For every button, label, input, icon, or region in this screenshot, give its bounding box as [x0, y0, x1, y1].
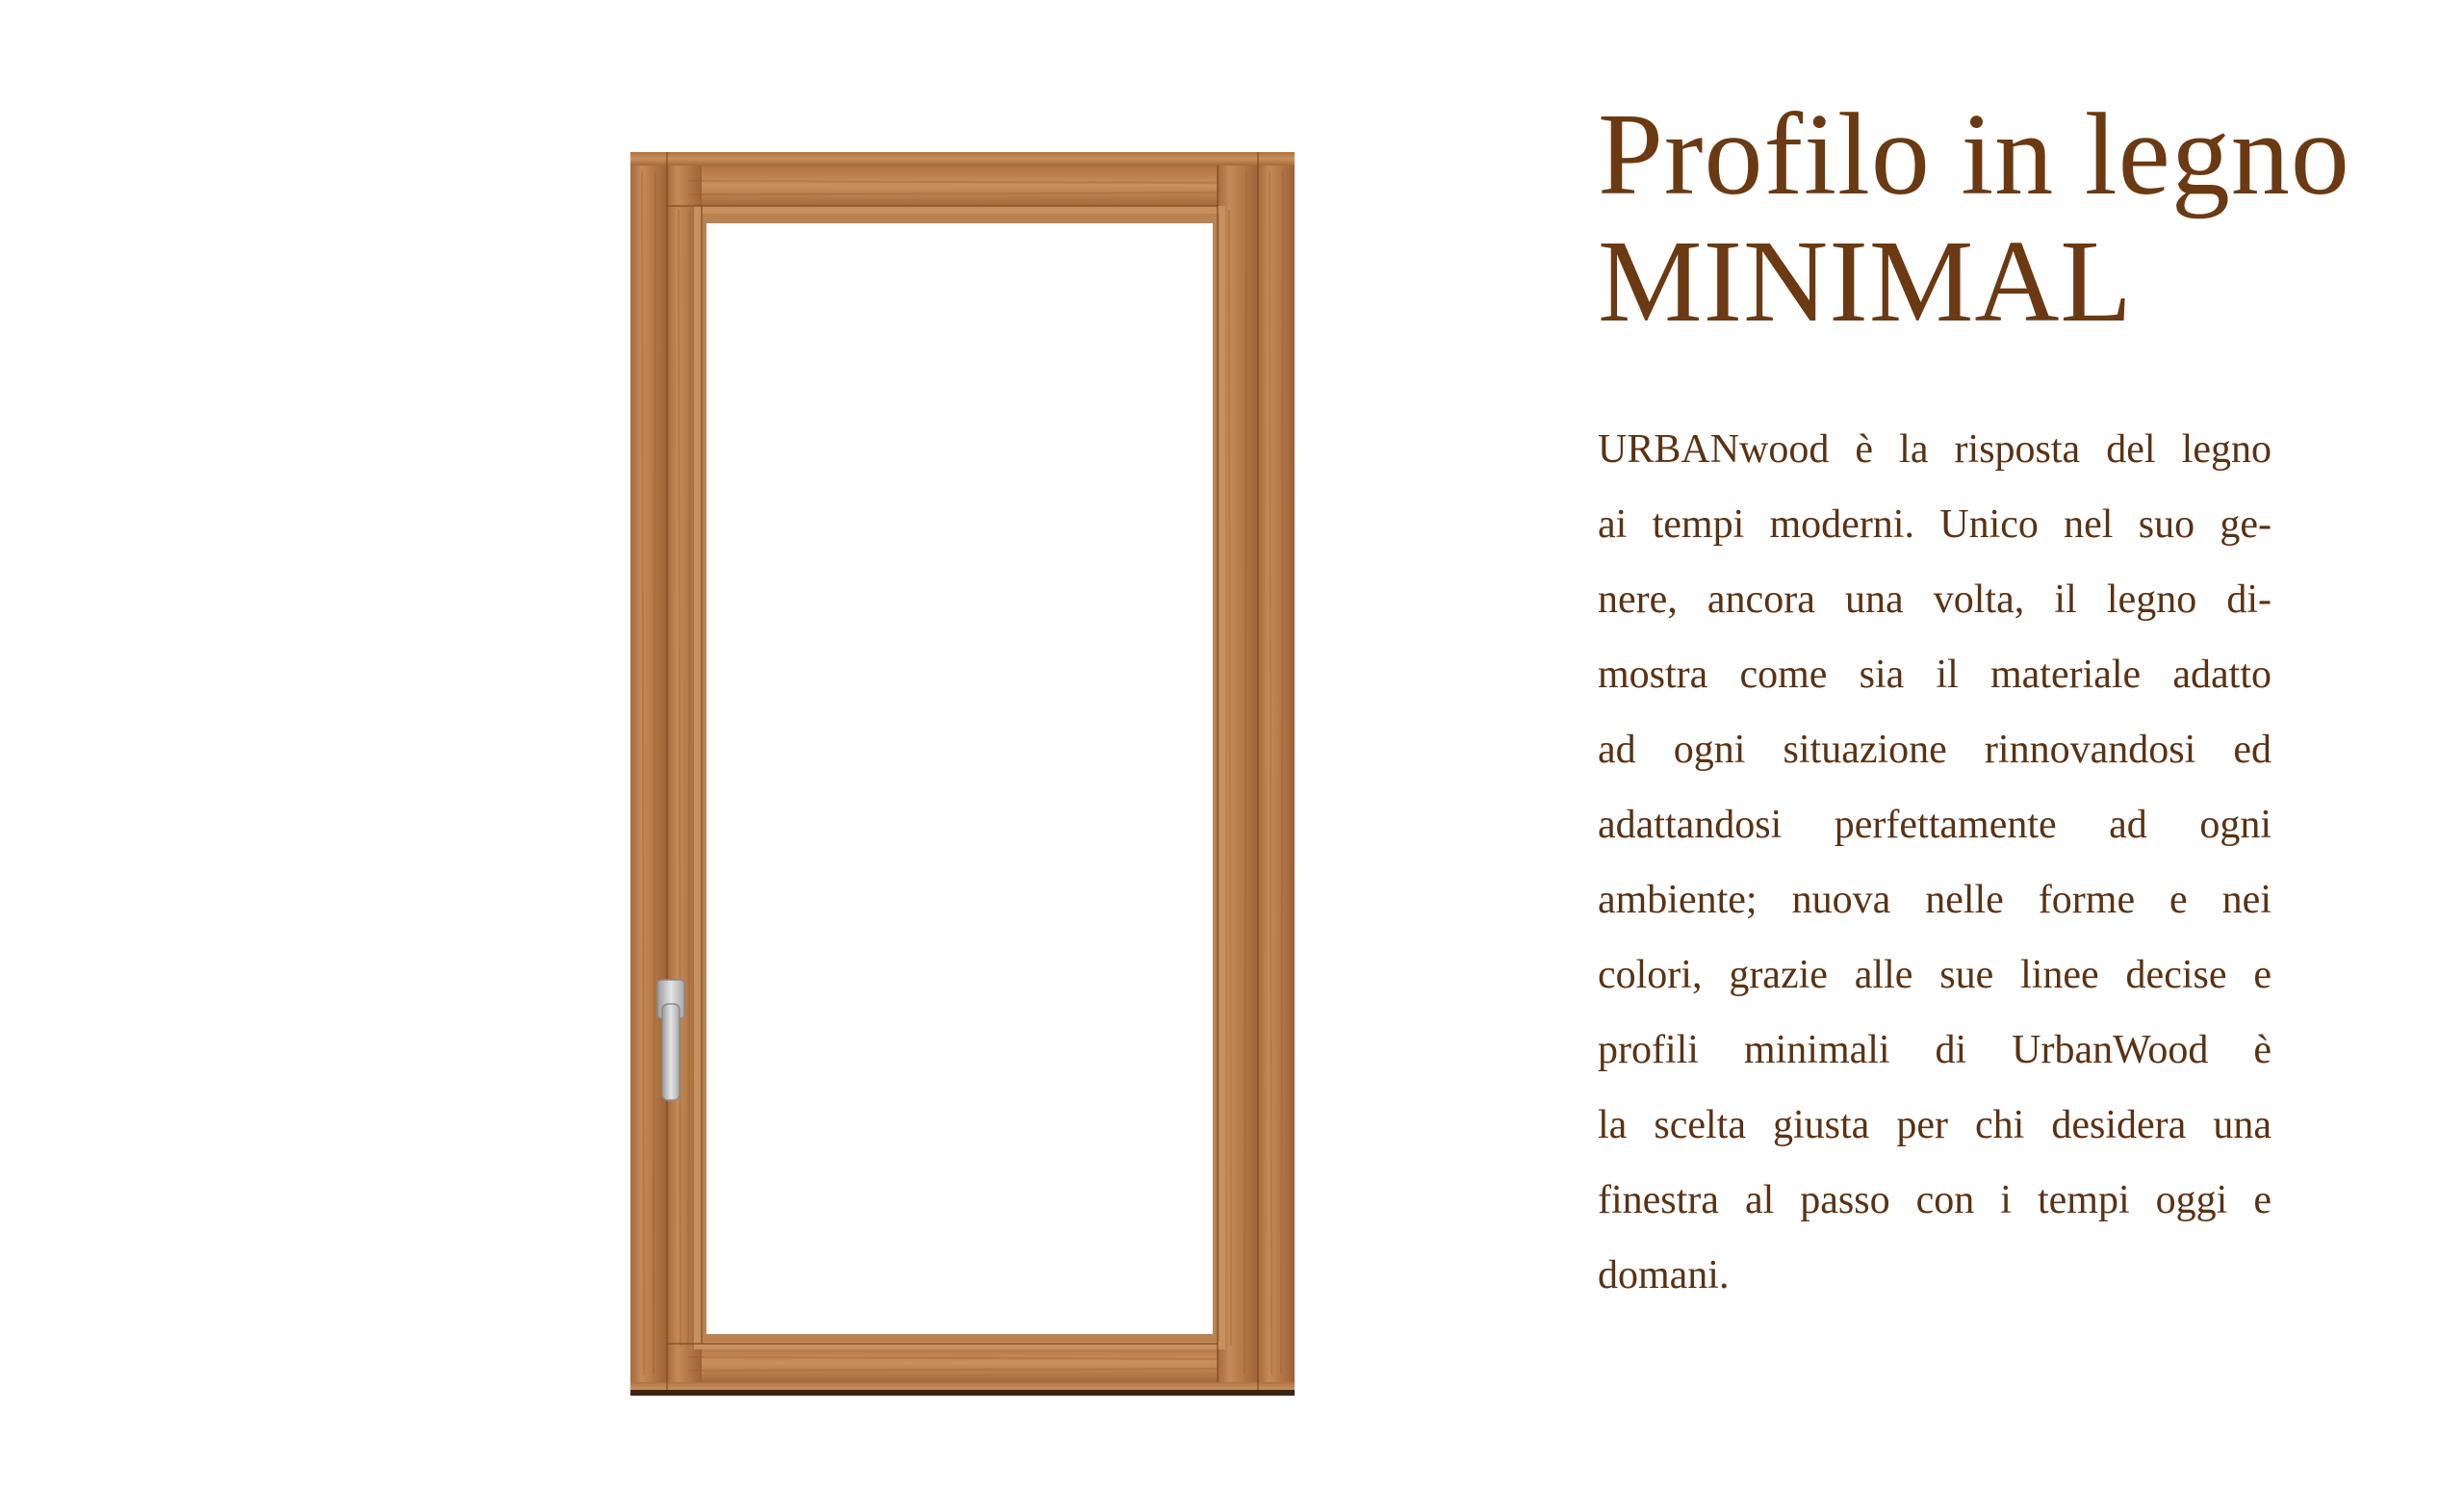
- title-line-2: MINIMAL: [1598, 217, 2133, 347]
- body-line: URBANwood è la risposta del legno: [1598, 427, 2272, 472]
- body-line: finestra al passo con i tempi oggi e: [1598, 1178, 2272, 1222]
- body-line: la scelta giusta per chi desidera una: [1598, 1103, 2272, 1147]
- body-line: ad ogni situazione rinnovandosi ed: [1598, 728, 2272, 772]
- heading-block: [1598, 91, 2368, 346]
- body-line: ai tempi moderni. Unico nel suo ge-: [1598, 502, 2272, 547]
- body-line: mostra come sia il materiale adatto: [1598, 653, 2272, 697]
- body-line: adattandosi perfettamente ad ogni: [1598, 803, 2272, 847]
- body-line: colori, grazie alle sue linee decise e: [1598, 953, 2272, 997]
- body-line: nere, ancora una volta, il legno di-: [1598, 578, 2272, 622]
- body-line: profili minimali di UrbanWood è: [1598, 1028, 2272, 1072]
- page-title: [1598, 91, 2368, 346]
- wooden-window-icon: [630, 152, 1295, 1396]
- description-paragraph: [1598, 412, 2272, 1313]
- body-line: domani.: [1598, 1253, 1730, 1297]
- body-line: ambiente; nuova nelle forme e nei: [1598, 878, 2272, 922]
- title-line-1: Profilo in legno: [1598, 90, 2350, 219]
